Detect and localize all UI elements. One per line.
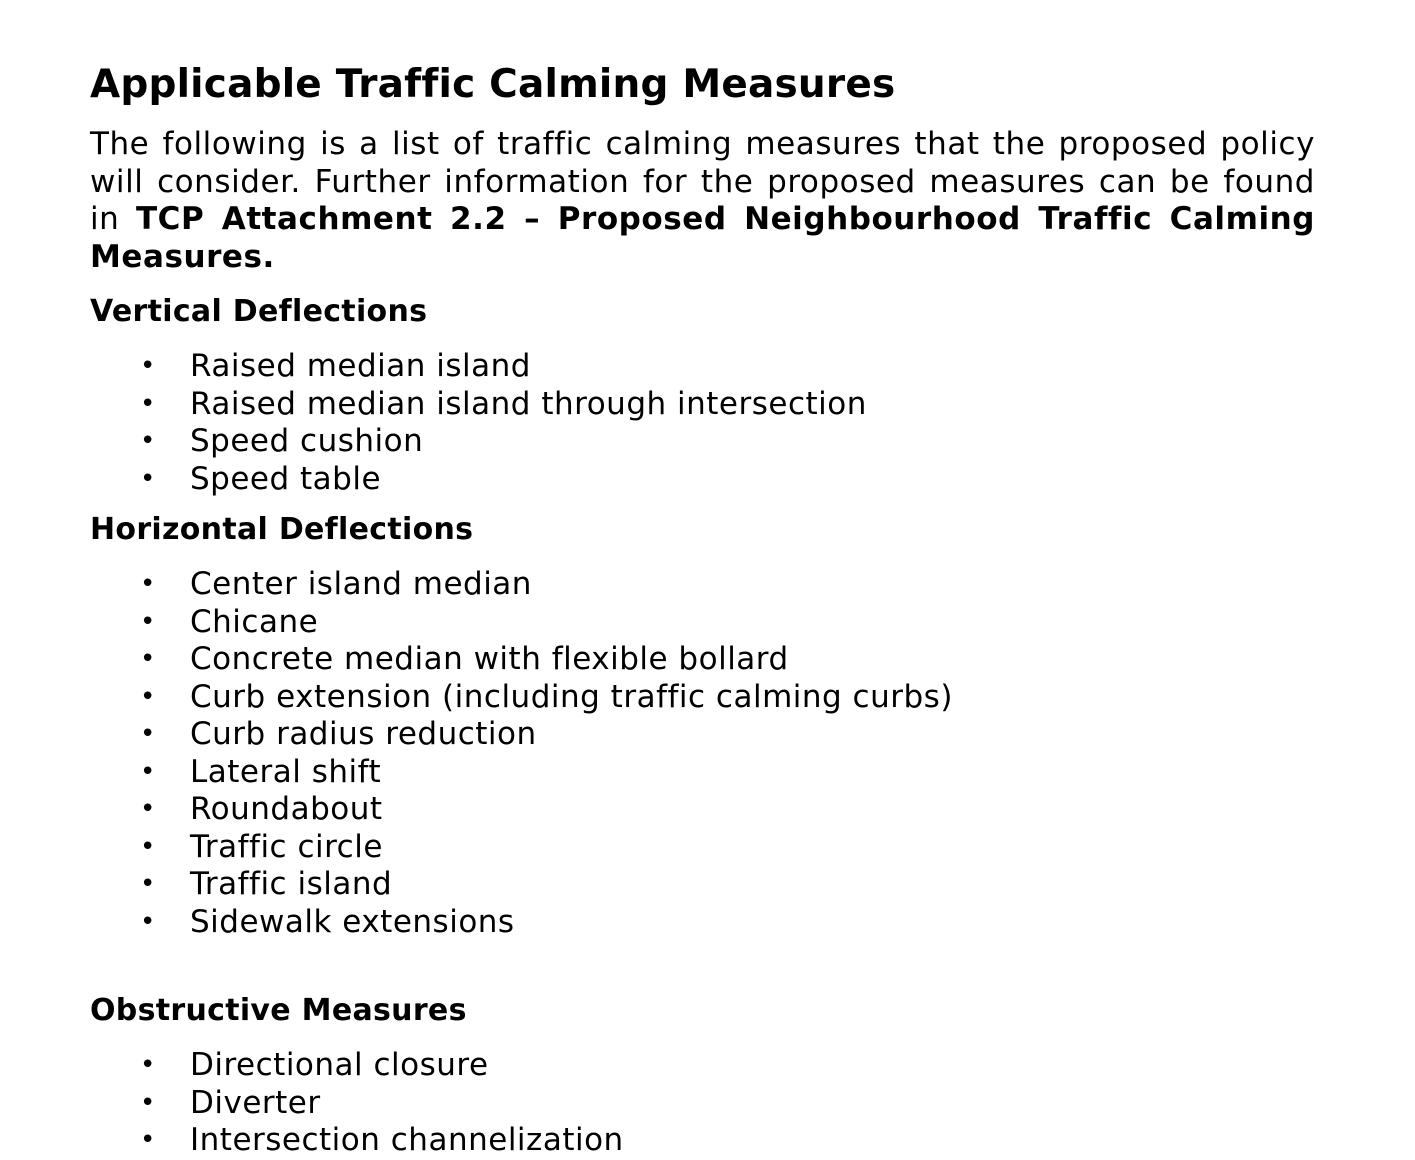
bullet-icon: • — [140, 719, 156, 749]
bullet-icon: • — [140, 1125, 156, 1155]
list-item-label: Raised median island through intersection — [190, 385, 867, 422]
page-title: Applicable Traffic Calming Measures — [90, 62, 896, 107]
list-item-label: Intersection channelization — [190, 1122, 624, 1158]
bullet-icon: • — [140, 463, 156, 494]
bullet-icon: • — [140, 351, 156, 381]
list-item-label: Traffic circle — [190, 828, 383, 865]
horizontal-deflections-list — [90, 566, 1315, 941]
list-item-label: Raised median island — [190, 348, 531, 384]
list-item-label: Speed cushion — [190, 423, 424, 459]
list-item — [90, 1047, 1315, 1085]
bullet-icon: • — [140, 794, 156, 824]
bullet-icon: • — [140, 869, 156, 899]
list-item-label: Lateral shift — [190, 753, 382, 790]
bullet-icon: • — [140, 388, 156, 419]
list-item — [90, 679, 1315, 717]
bullet-icon: • — [140, 756, 156, 787]
list-item — [90, 829, 1315, 867]
intro-paragraph — [90, 126, 1315, 276]
list-item — [90, 566, 1315, 604]
list-item — [90, 461, 1315, 499]
list-item — [90, 791, 1315, 829]
list-item — [90, 716, 1315, 754]
list-item-label: Diverter — [190, 1084, 321, 1121]
bullet-icon: • — [140, 906, 156, 937]
intro-text: The following is a list of traffic calming measures that the proposed policy will consider. Further information for the proposed measures can be found in — [90, 126, 1315, 237]
list-item-label: Concrete median with flexible bollard — [190, 641, 789, 677]
vertical-deflections-list — [90, 348, 1315, 498]
list-item-label: Chicane — [190, 603, 319, 640]
list-item — [90, 423, 1315, 461]
list-item — [90, 754, 1315, 792]
list-item-label: Center island median — [190, 566, 532, 602]
bullet-icon: • — [140, 569, 156, 599]
list-item — [90, 1085, 1315, 1123]
list-item — [90, 386, 1315, 424]
list-item-label: Speed table — [190, 460, 382, 497]
list-item-label: Sidewalk extensions — [190, 903, 515, 940]
section-heading-obstructive-measures: Obstructive Measures — [90, 993, 467, 1028]
document-page — [90, 62, 1315, 1160]
list-item-label: Curb extension (including traffic calming curbs) — [190, 678, 953, 715]
list-item — [90, 604, 1315, 642]
section-heading-vertical-deflections: Vertical Deflections — [90, 294, 428, 329]
bullet-icon: • — [140, 606, 156, 637]
list-item-label: Roundabout — [190, 791, 383, 827]
bullet-icon: • — [140, 1087, 156, 1118]
list-item — [90, 866, 1315, 904]
bullet-icon: • — [140, 1050, 156, 1080]
list-item-label: Traffic island — [190, 866, 393, 902]
list-item — [90, 641, 1315, 679]
bullet-icon: • — [140, 644, 156, 674]
bullet-icon: • — [140, 426, 156, 456]
list-item-label: Curb radius reduction — [190, 716, 537, 752]
list-item-label: Directional closure — [190, 1047, 489, 1083]
obstructive-measures-list — [90, 1047, 1315, 1160]
list-item — [90, 904, 1315, 942]
bullet-icon: • — [140, 681, 156, 712]
intro-bold-reference: TCP Attachment 2.2 – Proposed Neighbourhood Traffic Calming Measures. — [90, 201, 1315, 275]
list-item — [90, 1122, 1315, 1160]
section-heading-horizontal-deflections: Horizontal Deflections — [90, 512, 474, 547]
bullet-icon: • — [140, 831, 156, 862]
list-item — [90, 348, 1315, 386]
